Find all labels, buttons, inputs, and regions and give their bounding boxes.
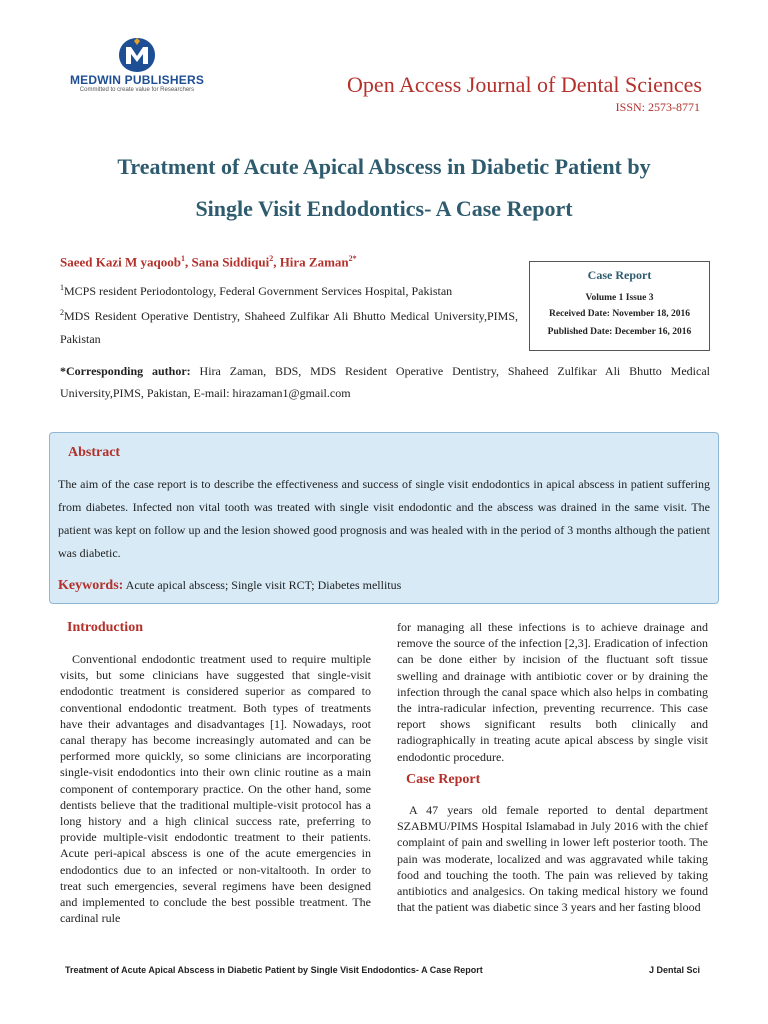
introduction-continued-text: for managing all these infections is to achieve drainage and remove the source of the infection [2,3]. Eradication of infection can be done either by incision of the fluctuant soft tissue swelling and drainage with antibiotic cover or by draining the infection through the canal space which also helps in combating the intra-radicular infection, preventing recurrence. This case report shows significant results both clinically and radiographically in treating acute apical abscess by single visit endodontic procedure. <box>397 620 708 764</box>
keywords-label: Keywords: <box>58 578 124 593</box>
case-report-heading: Case Report <box>406 772 481 787</box>
author-separator: , <box>273 254 280 270</box>
author-list <box>60 254 357 270</box>
corresponding-author <box>60 360 710 404</box>
abstract-text: The aim of the case report is to describe the effectiveness and success of single visit endodontics in apical abscess in patient suffering from diabetes. Infected non vital tooth was treated with single visit endodontic and the abscess was drained in the same visit. The patient was kept on follow up and the lesion showed good prognosis and was healed with in the period of 3 months although the patient was diabetic. <box>58 477 710 560</box>
received-date: Received Date: November 18, 2016 <box>549 309 690 319</box>
author-affiliation-mark: 1 <box>180 254 185 263</box>
affiliation-mark: 1 <box>60 283 64 292</box>
publisher-name: MEDWIN PUBLISHERS <box>69 73 205 87</box>
affiliation-text: MCPS resident Periodontology, Federal Government Services Hospital, Pakistan <box>64 284 453 298</box>
introduction-heading: Introduction <box>67 620 143 635</box>
title-line-1: Treatment of Acute Apical Abscess in Diabetic Patient by <box>117 154 651 179</box>
author-name: Saeed Kazi M yaqoob <box>60 254 181 270</box>
affiliation-2 <box>60 301 518 351</box>
medwin-logo-icon <box>117 37 157 73</box>
corresponding-text: Hira Zaman, BDS, MDS Resident Operative Dentistry, Shaheed Zulfikar Ali Bhutto Medical University,PIMS, Pakistan, E-mail: hirazaman1@gmail.com <box>60 364 710 400</box>
published-date: Published Date: December 16, 2016 <box>547 327 692 337</box>
abstract-heading: Abstract <box>68 445 121 460</box>
volume-issue: Volume 1 Issue 3 <box>585 293 654 303</box>
author-affiliation-mark: 2 <box>269 254 274 263</box>
author-affiliation-mark: 2* <box>348 254 357 263</box>
case-report-text: A 47 years old female reported to dental department SZABMU/PIMS Hospital Islamabad in July 2016 with the chief complaint of pain and swelling in lower left posterior tooth. The pain was moderate, localized and was aggravated while taking food and touching the tooth. The pain was relieved by taking antibiotics and analgesics. On taking medical history we found that the patient was diabetic since 3 years and her fasting blood <box>397 803 708 915</box>
keywords-text: Acute apical abscess; Single visit RCT; Diabetes mellitus <box>123 578 402 592</box>
publisher-tagline: Committed to create value for Researchers <box>79 87 195 93</box>
title-line-2: Single Visit Endodontics- A Case Report <box>195 196 573 221</box>
introduction-text: Conventional endodontic treatment used to require multiple visits, but some clinicians have suggested that single-visit endodontic treatment is considered superior as compared to conventional endodontic treatment. Both types of treatments have their advantages and disadvantages [1]. Nowadays, root canal therapy has become increasingly automated and can be performed more quickly, so some clinicians are incorporating single-visit endodontics into their own clinic routine as a main component of contemporary practice. On the other hand, some dentists believe that the traditional multiple-visit protocol has a long history and a high clinical success rate, preferring to provide multiple-visit endodontic treatment to their patients. Acute peri-apical abscess is one of the acute emergencies in endodontics due to an infected or non-vitaltooth. In order to treat such emergencies, several regimens have been designed and implemented to conclude the best possible treatment. The cardinal rule <box>60 652 371 926</box>
abstract-box <box>49 432 719 604</box>
corresponding-label: *Corresponding author: <box>60 364 191 378</box>
affiliation-mark: 2 <box>60 308 64 317</box>
affiliation-text: MDS Resident Operative Dentistry, Shaheed Zulfikar Ali Bhutto Medical University,PIMS, Pakistan <box>60 309 518 346</box>
author-name: Hira Zaman <box>279 254 349 270</box>
publisher-logo <box>67 37 207 99</box>
journal-issn: ISSN: 2573-8771 <box>615 100 700 114</box>
footer-journal-abbrev: J Dental Sci <box>648 965 700 975</box>
affiliation-1 <box>60 276 518 303</box>
paper-title <box>40 146 728 230</box>
keywords <box>58 578 401 594</box>
footer-running-title: Treatment of Acute Apical Abscess in Diabetic Patient by Single Visit Endodontics- A Case Report <box>65 965 483 975</box>
article-info-box <box>529 261 710 351</box>
author-separator: , <box>184 254 192 270</box>
article-type: Case Report <box>587 268 652 282</box>
author-name: Sana Siddiqui <box>191 254 270 270</box>
journal-name: Open Access Journal of Dental Sciences <box>347 72 702 97</box>
